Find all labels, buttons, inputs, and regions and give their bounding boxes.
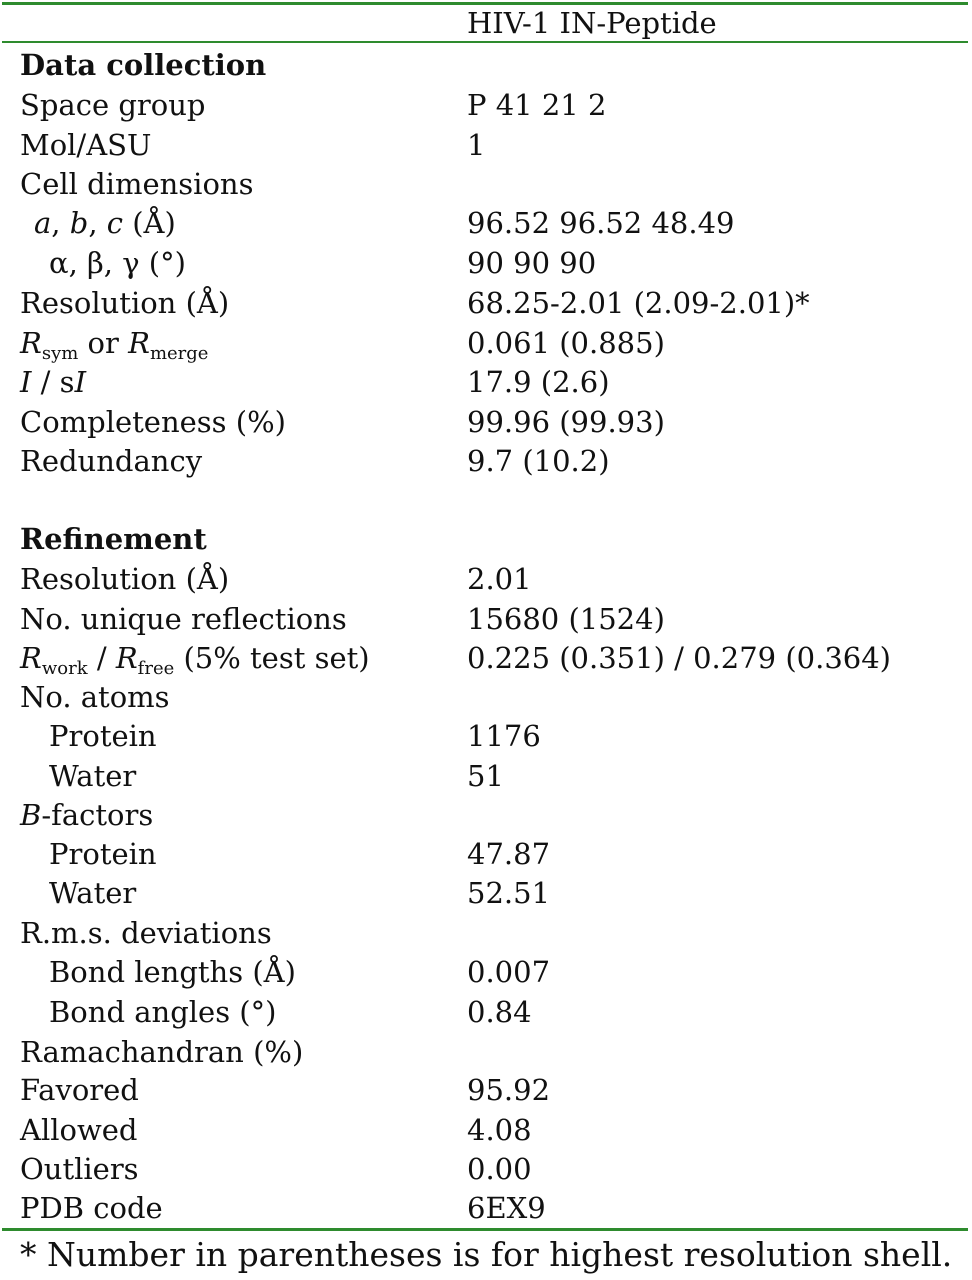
- section-heading-refinement: [0, 520, 972, 559]
- table-row: [0, 1189, 972, 1228]
- row-label: Outliers: [20, 1152, 139, 1186]
- r-symbol: R: [20, 326, 42, 360]
- row-label: [20, 796, 153, 835]
- table-bottom-rule: [2, 1228, 968, 1231]
- row-label: Ramachandran (%): [20, 1035, 304, 1069]
- row-value: 99.96 (99.93): [467, 405, 665, 439]
- row-label: Water: [49, 876, 137, 910]
- row-label: Resolution (Å): [20, 286, 230, 320]
- table-row: [0, 86, 972, 125]
- factors-text: -factors: [41, 798, 154, 832]
- row-label: R.m.s. deviations: [20, 916, 272, 950]
- row-label: Space group: [20, 88, 206, 122]
- header-rule: [2, 41, 968, 43]
- i-symbol: I: [20, 365, 32, 399]
- table-row: [0, 600, 972, 639]
- subscript-merge: merge: [149, 343, 209, 364]
- row-value: 90 90 90: [467, 246, 597, 280]
- or-text: or: [78, 326, 129, 360]
- table-header-row: [0, 4, 972, 43]
- subscript-work: work: [41, 658, 88, 679]
- table-row: [0, 126, 972, 165]
- row-value: 51: [467, 759, 504, 793]
- row-value: P 41 21 2: [467, 88, 607, 122]
- row-label: [20, 324, 208, 367]
- label-unit: (Å): [123, 206, 176, 240]
- table-row: [0, 796, 972, 835]
- section-title: Refinement: [20, 522, 207, 556]
- label-c: c: [106, 206, 123, 240]
- i-symbol: I: [74, 365, 87, 399]
- row-label: Bond angles (°): [49, 995, 277, 1029]
- row-label: Protein: [49, 837, 157, 871]
- row-label: Favored: [20, 1073, 139, 1107]
- row-label: Cell dimensions: [20, 167, 254, 201]
- table-row: [0, 717, 972, 756]
- table-row: [0, 1150, 972, 1189]
- row-label: Protein: [49, 719, 157, 753]
- table-row: [0, 835, 972, 874]
- table-row: [0, 678, 972, 717]
- subscript-free: free: [137, 658, 175, 679]
- table-row: [0, 324, 972, 363]
- test-set-text: (5% test set): [174, 641, 370, 675]
- label-a: a: [34, 206, 52, 240]
- row-label: Allowed: [20, 1113, 138, 1147]
- row-value: 52.51: [467, 876, 551, 910]
- table-row: [0, 757, 972, 796]
- table-row: [0, 403, 972, 442]
- table-row: [0, 639, 972, 678]
- column-header: HIV-1 IN-Peptide: [467, 6, 717, 40]
- row-value: 0.84: [467, 995, 532, 1029]
- row-label: Redundancy: [20, 444, 203, 478]
- row-value: 68.25-2.01 (2.09-2.01)*: [467, 286, 810, 320]
- row-label: [20, 363, 86, 402]
- row-label: Mol/ASU: [20, 128, 152, 162]
- r-symbol: R: [128, 326, 150, 360]
- row-value: 4.08: [467, 1113, 532, 1147]
- row-label: a, b, c (Å): [34, 206, 176, 240]
- row-value: 6EX9: [467, 1191, 546, 1225]
- slash-text: /: [87, 641, 116, 675]
- row-value: 0.007: [467, 955, 551, 989]
- r-symbol: R: [115, 641, 138, 675]
- table-row: [0, 363, 972, 402]
- row-label: Bond lengths (Å): [49, 955, 296, 989]
- section-title: Data collection: [20, 48, 267, 82]
- row-label: Resolution (Å): [20, 562, 230, 596]
- row-value: 0.061 (0.885): [467, 326, 665, 360]
- table-row: [0, 874, 972, 913]
- subscript-sym: sym: [41, 343, 79, 364]
- label-b: b: [69, 206, 89, 240]
- row-value: 9.7 (10.2): [467, 444, 610, 478]
- row-label: No. unique reflections: [20, 602, 347, 636]
- slash-s: / s: [31, 365, 75, 399]
- table-row: [0, 284, 972, 323]
- table-row: [0, 165, 972, 204]
- row-value: 1: [467, 128, 486, 162]
- row-label: [20, 639, 370, 682]
- row-value: 2.01: [467, 562, 532, 596]
- section-heading-data-collection: [0, 46, 972, 85]
- table-row: [0, 1033, 972, 1072]
- row-value: 1176: [467, 719, 541, 753]
- table-row: [0, 560, 972, 599]
- table-row: [0, 204, 972, 243]
- table-row: [0, 993, 972, 1032]
- row-value: 47.87: [467, 837, 551, 871]
- row-label: No. atoms: [20, 680, 170, 714]
- row-label: Water: [49, 759, 137, 793]
- table-row: [0, 442, 972, 481]
- table-row: [0, 1111, 972, 1150]
- row-value: 15680 (1524): [467, 602, 665, 636]
- row-value: 96.52 96.52 48.49: [467, 206, 735, 240]
- row-value: 0.00: [467, 1152, 532, 1186]
- table-row: [0, 244, 972, 283]
- row-value: 17.9 (2.6): [467, 365, 610, 399]
- r-symbol: R: [20, 641, 42, 675]
- row-value: 95.92: [467, 1073, 551, 1107]
- row-label: PDB code: [20, 1191, 163, 1225]
- row-label: α, β, γ (°): [49, 246, 186, 280]
- table-row: [0, 914, 972, 953]
- table-row: [0, 953, 972, 992]
- table-row: [0, 1071, 972, 1110]
- b-symbol: B: [20, 798, 42, 832]
- row-value: 0.225 (0.351) / 0.279 (0.364): [467, 641, 891, 675]
- row-label: Completeness (%): [20, 405, 286, 439]
- table-footnote: * Number in parentheses is for highest resolution shell.: [20, 1235, 953, 1274]
